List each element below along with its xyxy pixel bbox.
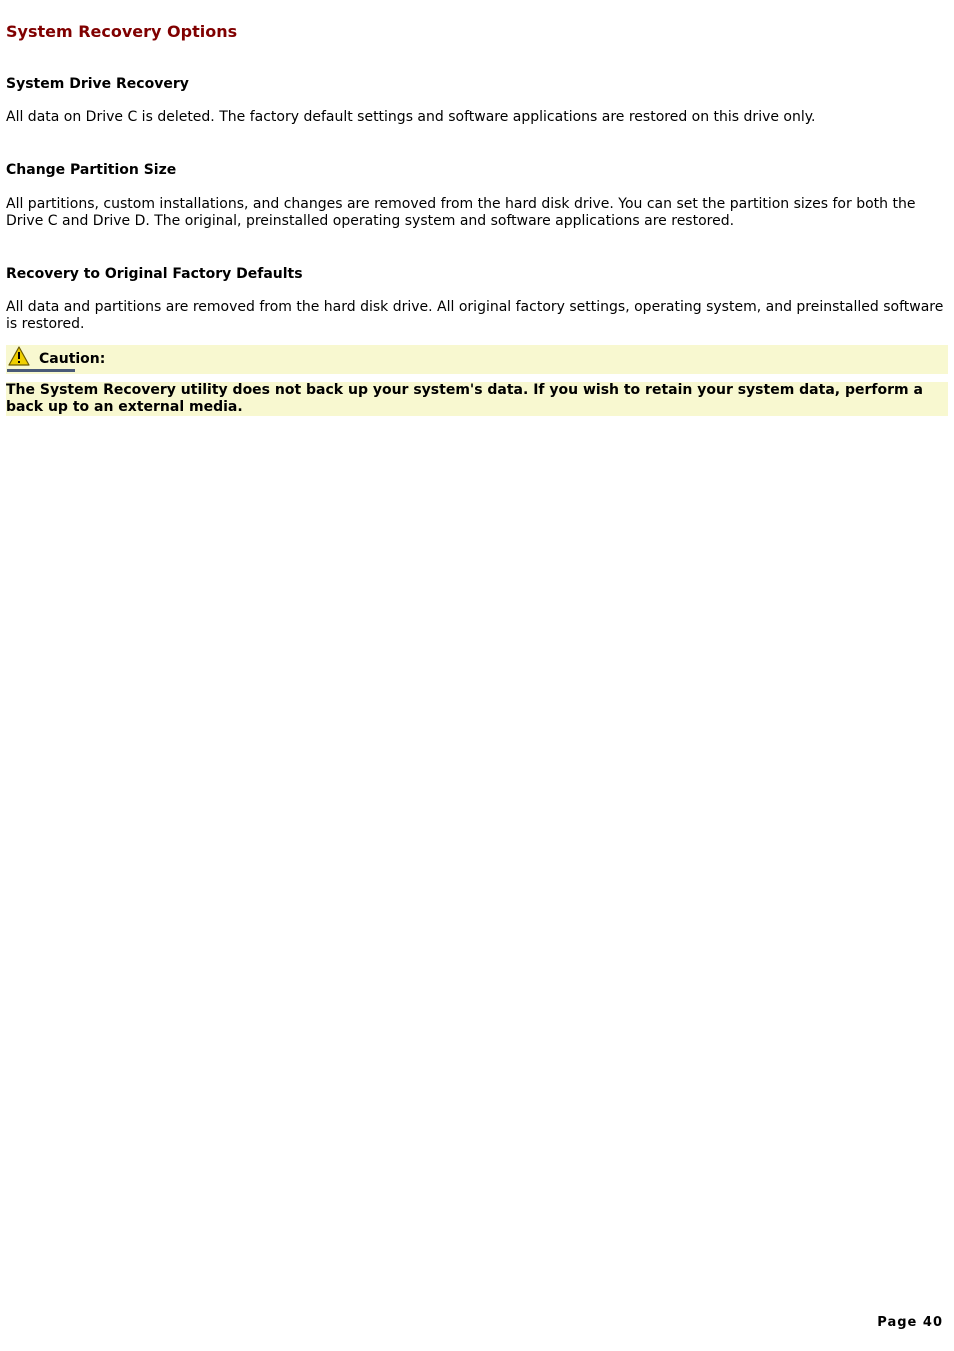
section-heading-recovery-to-factory-defaults: Recovery to Original Factory Defaults bbox=[6, 266, 303, 282]
caution-underline bbox=[7, 369, 75, 372]
caution-box bbox=[6, 382, 948, 416]
section-body-system-drive-recovery: All data on Drive C is deleted. The factory default settings and software applications are restored on this drive only. bbox=[6, 109, 816, 125]
section-heading-change-partition-size: Change Partition Size bbox=[6, 162, 177, 178]
warning-icon bbox=[8, 346, 30, 366]
caution-header bbox=[6, 345, 948, 374]
section-heading-system-drive-recovery: System Drive Recovery bbox=[6, 76, 189, 92]
caution-text: The System Recovery utility does not back up your system's data. If you wish to retain your system data, perform a back up to an external media. bbox=[6, 382, 923, 415]
section-body-change-partition-size: All partitions, custom installations, and changes are removed from the hard disk drive. You can set the partition sizes for both the Drive C and Drive D. The original, preinstalled operating system and software applications are restored. bbox=[6, 196, 916, 229]
section-body-recovery-to-factory-defaults: All data and partitions are removed from the hard disk drive. All original factory settings, operating system, and preinstalled software is restored. bbox=[6, 299, 944, 332]
page-title: System Recovery Options bbox=[6, 22, 238, 41]
caution-label: Caution: bbox=[39, 351, 106, 367]
page-number: Page 40 bbox=[877, 1315, 943, 1330]
